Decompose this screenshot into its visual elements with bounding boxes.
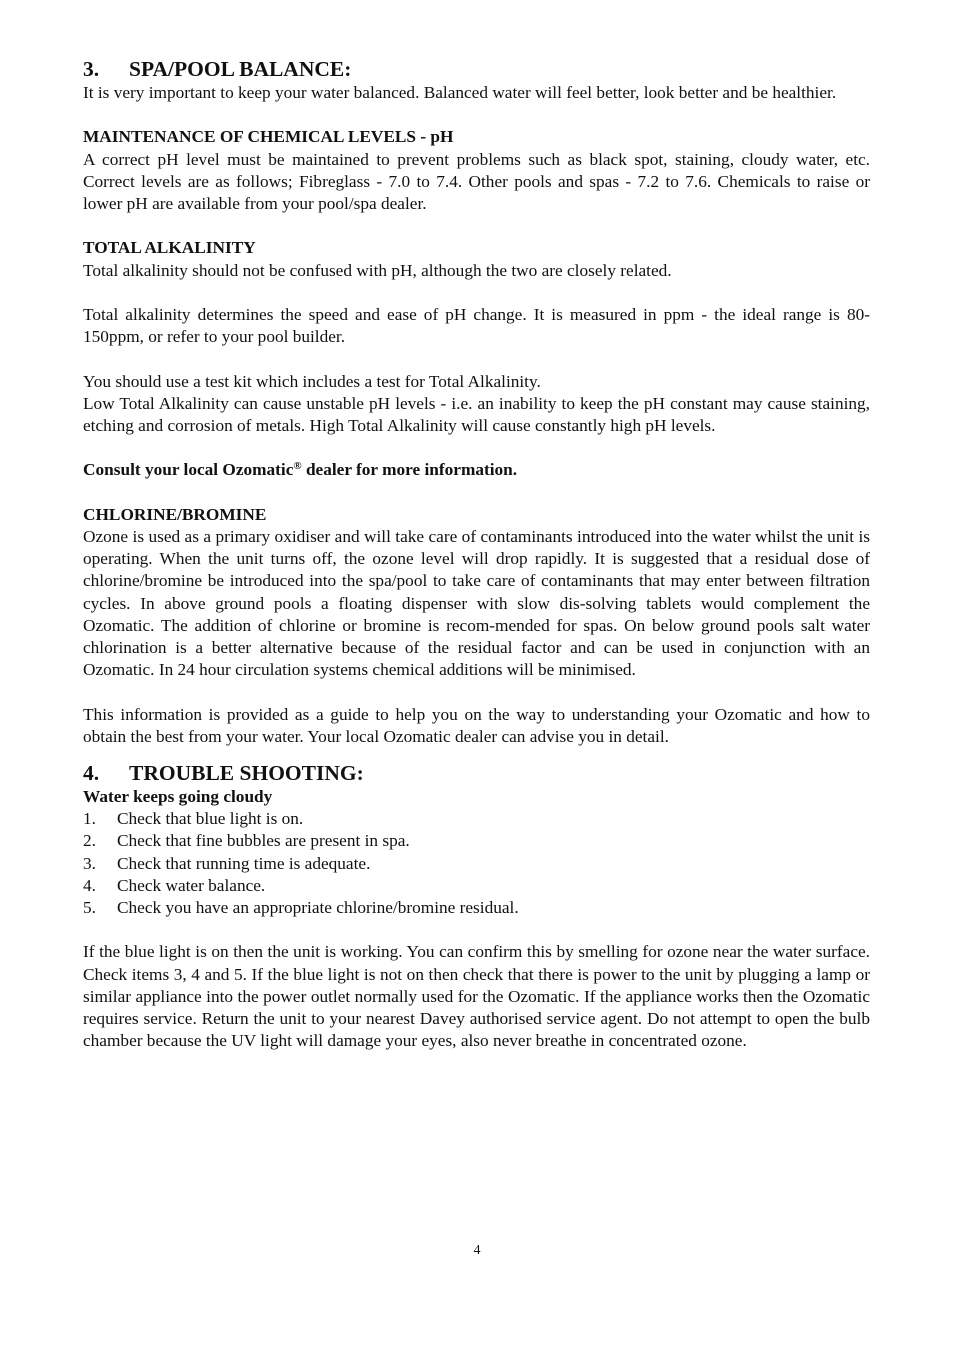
list-item-text: Check that fine bubbles are present in spa. (117, 831, 410, 851)
list-item-text: Check that running time is adequate. (117, 853, 371, 873)
ph-heading: MAINTENANCE OF CHEMICAL LEVELS - pH (83, 127, 454, 147)
section-3-number: 3. (83, 57, 100, 81)
document-page (83, 56, 870, 1052)
ph-paragraph: A correct pH level must be maintained to prevent problems such as black spot, staining, cloudy water, etc. Correct levels are as follows; Fibreglass - 7.0 to 7.4. Other pools and spas - 7.2 to 7.6. Chemicals to raise or lower pH are available from your pool/spa dealer. (83, 149, 870, 213)
list-item-number: 5. (83, 898, 96, 917)
consult-text-before: Consult your local Ozomatic (83, 460, 294, 480)
list-item-number: 1. (83, 809, 96, 829)
list-item (83, 808, 870, 830)
alkalinity-paragraph-2: Total alkalinity determines the speed and ease of pH change. It is measured in ppm - the ideal range is 80-150ppm, or refer to your pool builder. (83, 304, 870, 347)
list-item-text: Check water balance. (117, 875, 266, 895)
list-item (83, 853, 870, 875)
troubleshooting-subheading: Water keeps going cloudy (83, 786, 273, 806)
alkalinity-paragraph-1: Total alkalinity should not be confused with pH, although the two are closely related. (83, 260, 672, 280)
list-item-number: 2. (83, 831, 96, 851)
section-3-intro: It is very important to keep your water balanced. Balanced water will feel better, look better and be healthier. (83, 83, 837, 102)
troubleshooting-list (83, 808, 870, 919)
alkalinity-heading: TOTAL ALKALINITY (83, 238, 256, 258)
list-item (83, 897, 870, 919)
list-item (83, 875, 870, 897)
chlorine-paragraph-2: This information is provided as a guide to help you on the way to understanding your Ozomatic and how to obtain the best from your water. Your local Ozomatic dealer can advise you in detail. (83, 704, 870, 746)
registered-mark: ® (293, 460, 302, 473)
section-4-title: TROUBLE SHOOTING: (129, 760, 364, 785)
troubleshooting-paragraph: If the blue light is on then the unit is working. You can confirm this by smelling for ozone near the water surface. Check items 3, 4 and 5. If the blue light is not on then check that there is power to the unit by plugging a lamp or similar appliance into the power outlet normally used for the Ozomatic. If the appliance works then the Ozomatic requires service. Return the unit to your nearest Davey authorised service agent. Do not attempt to open the bulb chamber because the UV light will damage your eyes, also never breathe in concentrated ozone. (83, 942, 870, 1051)
alkalinity-paragraph-3b: Low Total Alkalinity can cause unstable pH levels - i.e. an inability to keep the pH constant may cause staining, etching and corrosion of metals. High Total Alkalinity will cause constantly high pH levels. (83, 393, 870, 435)
section-3-title: SPA/POOL BALANCE: (129, 57, 352, 81)
section-4-heading (83, 760, 870, 786)
list-item-number: 3. (83, 853, 96, 873)
list-item-text: Check you have an appropriate chlorine/bromine residual. (117, 898, 519, 917)
consult-text-after: dealer for more information. (301, 460, 518, 480)
section-3-heading (83, 56, 870, 82)
chlorine-paragraph-1: Ozone is used as a primary oxidiser and will take care of contaminants introduced into the water whilst the unit is operating. When the unit turns off, the ozone level will drop rapidly. It is suggested that a residual dose of chlorine/bromine be introduced into the spa/pool to take care of contaminants that may enter between filtration cycles. In above ground pools a floating dispenser with slow dis-solving tablets would complement the Ozomatic. The addition of chlorine or bromine is recom-mended for spas. On below ground pools salt water chlorination is a better alternative because of the residual factor and can be used in conjunction with an Ozomatic. In 24 hour circulation systems chemical additions will be minimised. (83, 526, 870, 680)
list-item (83, 830, 870, 852)
section-4-number: 4. (83, 760, 100, 785)
list-item-text: Check that blue light is on. (117, 809, 304, 829)
consult-dealer-note (83, 459, 870, 481)
page-number: 4 (473, 1243, 481, 1258)
chlorine-heading: CHLORINE/BROMINE (83, 504, 267, 524)
alkalinity-paragraph-3a: You should use a test kit which includes a test for Total Alkalinity. (83, 371, 541, 391)
list-item-number: 4. (83, 875, 96, 895)
